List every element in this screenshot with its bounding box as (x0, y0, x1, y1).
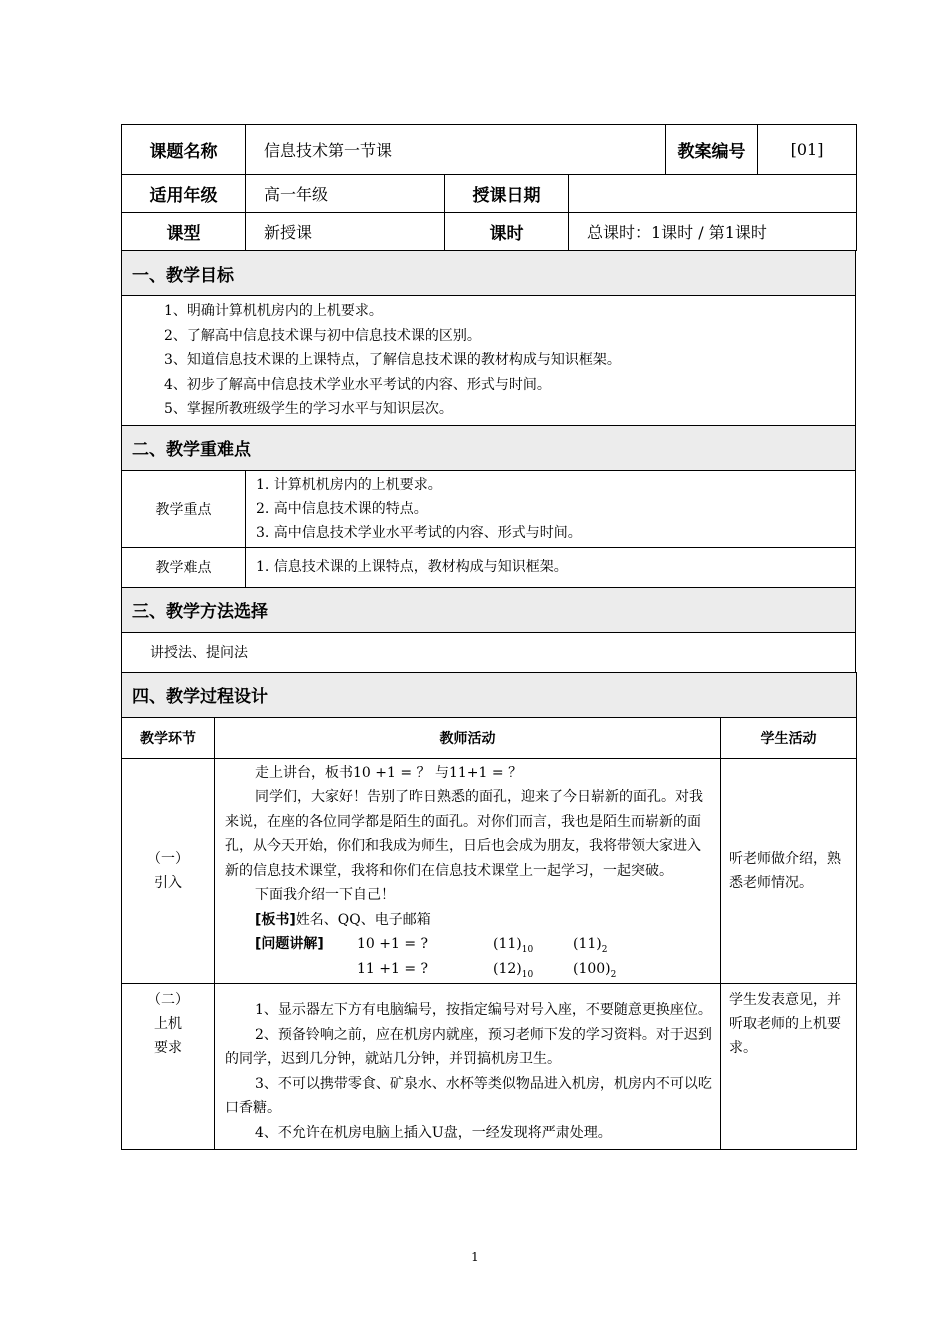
stage-name: 要求 (154, 1040, 182, 1056)
process-title: 四、教学过程设计 (122, 672, 857, 717)
objective-item: 2、了解高中信息技术课与初中信息技术课的区别。 (164, 327, 481, 344)
equation-row-2 (225, 957, 714, 982)
answer-2b: $(100)_2$ (573, 960, 617, 980)
code-value: [01] (758, 125, 857, 175)
column-header-stage: 教学环节 (122, 717, 215, 758)
teacher-line: 1、显示器左下方有电脑编号，按指定编号对号入座，不要随意更换座位。 (255, 1002, 712, 1018)
student-activity-cell: 听老师做介绍，熟悉老师情况。 (721, 758, 857, 984)
answer-1b: $(11)_2$ (573, 936, 608, 955)
answer-2a: $(12)_{10}$ (493, 960, 534, 980)
teacher-activity-cell (215, 984, 721, 1150)
stage-name: 上机 (154, 1016, 182, 1032)
teacher-line: 走上讲台，板书10 +1 = ？ 与11+1 = ？ (255, 764, 523, 781)
student-activity-cell: 学生发表意见，并听取老师的上机要求。 (721, 984, 857, 1150)
problem-label: [问题讲解] (255, 936, 324, 952)
equation-2: 11 +1 = ? (357, 960, 429, 977)
difficulty-label: 教学难点 (122, 547, 246, 587)
board-label: [板书] (255, 911, 296, 928)
hours-value: 总课时：1课时 / 第1课时 (569, 213, 857, 251)
methods-text: 讲授法、提问法 (122, 632, 856, 672)
equation-1: 10 +1 = ? (357, 936, 429, 952)
teacher-line: 2、预备铃响之前，应在机房内就座，预习老师下发的学习资料。对于迟到的同学，迟到几分钟，就站几分钟，并罚搞机房卫生。 (225, 1026, 712, 1067)
focus-item: 2. 高中信息技术课的特点。 (256, 500, 428, 517)
type-value: 新授课 (246, 213, 445, 251)
focus-item: 1. 计算机机房内的上机要求。 (256, 476, 442, 493)
hours-label: 课时 (445, 213, 569, 251)
title-label: 课题名称 (122, 125, 246, 175)
stage-number: （二） (147, 992, 189, 1008)
type-label: 课型 (122, 213, 246, 251)
objective-item: 3、知道信息技术课的上课特点，了解信息技术课的教材构成与知识框架。 (164, 352, 621, 368)
teacher-line: 下面我介绍一下自己！ (255, 887, 395, 903)
objectives-list (122, 296, 856, 426)
teacher-activity-cell (215, 758, 721, 984)
column-header-student: 学生活动 (721, 717, 857, 758)
difficulty-item: 1. 信息技术课的上课特点，教材构成与知识框架。 (256, 559, 568, 575)
date-label: 授课日期 (445, 175, 569, 213)
equation-row-1 (225, 932, 714, 957)
lesson-header-table (121, 124, 857, 251)
title-value: 信息技术第一节课 (246, 125, 666, 175)
teacher-line: 3、不可以携带零食、矿泉水、水杯等类似物品进入机房，机房内不可以吃口香糖。 (225, 1075, 712, 1116)
difficulty-list (246, 547, 856, 587)
stage-cell (122, 758, 215, 984)
stage-cell (122, 984, 215, 1150)
methods-title: 三、教学方法选择 (122, 587, 856, 632)
page-number: 1 (471, 1250, 479, 1264)
teacher-line: 同学们，大家好！告别了昨日熟悉的面孔，迎来了今日崭新的面孔。对我来说，在座的各位同学都是陌生的面孔。对你们而言，我也是陌生而崭新的面孔，从今天开始，你们和我成为师生，日后也会成为朋友，我将带领大家进入新的信息技术课堂，我将和你们在信息技术课堂上一起学习，一起突破。 (225, 789, 703, 879)
methods-table (121, 587, 856, 673)
focus-list (246, 470, 856, 547)
objectives-title: 一、教学目标 (122, 251, 856, 296)
grade-value: 高一年级 (246, 175, 445, 213)
stage-number: （一） (147, 850, 189, 867)
objective-item: 4、初步了解高中信息技术学业水平考试的内容、形式与时间。 (164, 376, 551, 393)
key-points-title: 二、教学重难点 (122, 425, 856, 470)
answer-1a: $(11)_{10}$ (493, 936, 534, 955)
teacher-line: 4、不允许在机房电脑上插入U盘，一经发现将严肃处理。 (255, 1124, 612, 1141)
lesson-plan (121, 124, 856, 1150)
table-row (122, 984, 857, 1150)
date-value (569, 175, 857, 213)
stage-name: 引入 (154, 874, 182, 891)
grade-label: 适用年级 (122, 175, 246, 213)
objectives-table (121, 250, 856, 426)
objective-item: 1、明确计算机机房内的上机要求。 (164, 303, 383, 319)
process-table (121, 672, 857, 1151)
focus-label: 教学重点 (122, 470, 246, 547)
table-row (122, 758, 857, 984)
board-text: 姓名、QQ、电子邮箱 (295, 911, 431, 928)
focus-item: 3. 高中信息技术学业水平考试的内容、形式与时间。 (256, 524, 582, 541)
board-line (225, 908, 714, 933)
objective-item: 5、掌握所教班级学生的学习水平与知识层次。 (164, 401, 453, 417)
column-header-teacher: 教师活动 (215, 717, 721, 758)
code-label: 教案编号 (666, 125, 758, 175)
key-points-table (121, 425, 856, 588)
